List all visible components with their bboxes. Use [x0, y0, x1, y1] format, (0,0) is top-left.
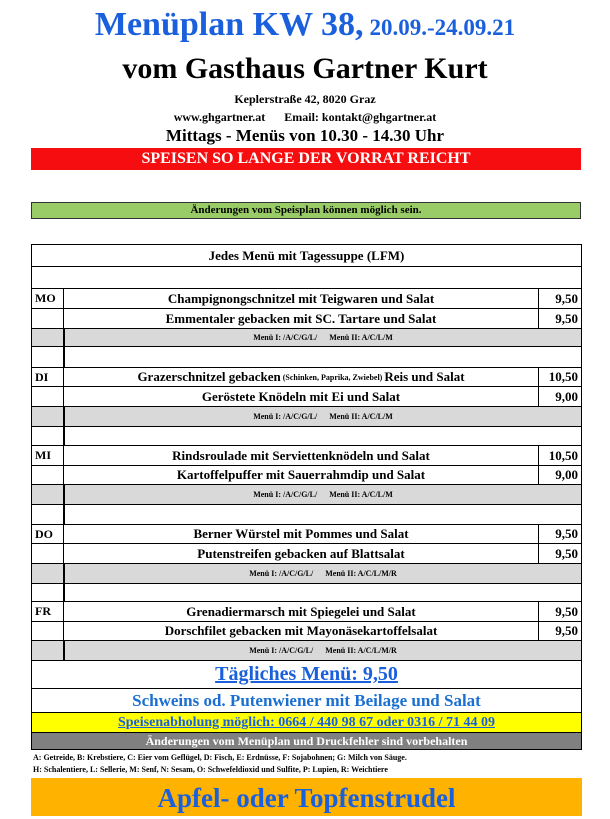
- dish-name: Grenadiermarsch mit Spiegelei und Salat: [186, 603, 416, 619]
- dish-name: Grazerschnitzel gebacken (Schinken, Paprika, Zwiebel) Reis und Salat: [137, 369, 465, 384]
- allergen-info: Menü I: /A/C/G/L/ Menü II: A/C/L/M: [64, 329, 581, 346]
- table-row: [32, 465, 581, 484]
- daily-menu-row: [32, 660, 581, 688]
- daily-menu-desc-row: [32, 688, 581, 712]
- dish-name: Kartoffelpuffer mit Sauerrahmdip und Salat: [176, 467, 426, 482]
- allergen-row: [32, 406, 581, 426]
- table-row: [32, 543, 581, 563]
- day-label: DO: [32, 525, 64, 543]
- lunch-hours: Mittags - Menüs von 10.30 - 14.30 Uhr: [165, 126, 445, 145]
- email-link[interactable]: Email: kontakt@ghgartner.at: [284, 110, 437, 124]
- dish-price: 10,50: [538, 368, 581, 386]
- allergen-info: Menü I: /A/C/G/L/ Menü II: A/C/L/M: [64, 485, 581, 504]
- dish-name: Emmentaler gebacken mit SC. Tartare und Salat: [165, 310, 437, 326]
- spacer-row: [32, 426, 581, 445]
- table-row: [32, 621, 581, 640]
- dish-price: 9,50: [538, 525, 581, 543]
- day-label: MI: [32, 446, 64, 465]
- dish-price: 9,00: [538, 387, 581, 406]
- allergen-info: Menü I: /A/C/G/L/ Menü II: A/C/L/M: [64, 407, 581, 426]
- disclaimer-row: [32, 732, 581, 749]
- allergen-row: [32, 563, 581, 583]
- dish-name: Dorschfilet gebacken mit Mayonäsekartoffelsalat: [164, 623, 438, 638]
- allergen-info: Menü I: /A/C/G/L/ Menü II: A/C/L/M/R: [64, 641, 581, 660]
- allergen-row: [32, 328, 581, 346]
- table-row: [32, 601, 581, 621]
- allergen-legend: [33, 752, 407, 776]
- allergen-row: [32, 484, 581, 504]
- table-row: [32, 445, 581, 465]
- dish-name: Berner Würstel mit Pommes und Salat: [193, 526, 409, 541]
- allergen-info: Menü I: /A/C/G/L/ Menü II: A/C/L/M/R: [64, 564, 581, 583]
- allergen-legend-line: H: Schalentiere, L: Sellerie, M: Senf, N: Sesam, O: Schwefeldioxid und Sulfite, P: Lupien, R: Weichtiere: [33, 765, 388, 774]
- dish-price: 9,50: [538, 309, 581, 328]
- stock-notice: SPEISEN SO LANGE DER VORRAT REICHT: [31, 148, 581, 170]
- table-row: [32, 367, 581, 386]
- pickup-phone: Speisenabholung möglich: 0664 / 440 98 67 oder 0316 / 71 44 09: [117, 714, 495, 730]
- dish-name: Putenstreifen gebacken auf Blattsalat: [197, 545, 405, 561]
- dish-name: Rindsroulade mit Serviettenknödeln und Salat: [172, 447, 430, 463]
- disclaimer: Änderungen vom Menüplan und Druckfehler sind vorbehalten: [145, 733, 468, 748]
- table-row: [32, 288, 581, 308]
- dessert-banner: Apfel- oder Topfenstrudel: [31, 778, 582, 816]
- daily-menu-desc: Schweins od. Putenwiener mit Beilage und Salat: [132, 690, 481, 710]
- change-notice: Änderungen vom Speisplan können möglich sein.: [31, 202, 581, 219]
- address: Keplerstraße 42, 8020 Graz: [234, 92, 376, 106]
- day-label: MO: [32, 289, 64, 308]
- dish-price: 9,50: [538, 544, 581, 563]
- table-row: [32, 524, 581, 543]
- dish-price: 9,50: [538, 622, 581, 640]
- menu-table: [31, 244, 582, 750]
- soup-header: Jedes Menü mit Tagessuppe (LFM): [208, 247, 405, 263]
- soup-header-row: [32, 245, 581, 266]
- spacer-row: [32, 504, 581, 524]
- restaurant-name: vom Gasthaus Gartner Kurt: [122, 52, 488, 85]
- spacer-row: [32, 583, 581, 601]
- title-text: Menüplan KW 38,: [94, 6, 364, 43]
- day-label: FR: [32, 602, 64, 621]
- website-link[interactable]: www.ghgartner.at: [173, 110, 266, 124]
- allergen-row: [32, 640, 581, 660]
- daily-menu: Tägliches Menü: 9,50: [215, 663, 398, 685]
- dish-price: 10,50: [538, 446, 581, 465]
- title-dates: 20.09.-24.09.21: [369, 15, 516, 40]
- contact-line: [0, 110, 610, 125]
- dish-name: Geröstete Knödeln mit Ei und Salat: [201, 388, 401, 404]
- day-label: DI: [32, 368, 64, 386]
- dish-price: 9,50: [538, 289, 581, 308]
- page-title: [0, 6, 610, 44]
- dish-name: Champignongschnitzel mit Teigwaren und Salat: [167, 290, 435, 306]
- dish-price: 9,50: [538, 602, 581, 621]
- dish-price: 9,00: [538, 466, 581, 484]
- allergen-legend-line: A: Getreide, B: Krebstiere, C: Eier vom Geflügel, D: Fisch, E: Erdnüsse, F: Sojabohnen; G: Milch von Säuge.: [33, 753, 407, 762]
- spacer-row: [32, 346, 581, 367]
- spacer-row: [32, 266, 581, 288]
- table-row: [32, 386, 581, 406]
- table-row: [32, 308, 581, 328]
- pickup-row: [32, 712, 581, 732]
